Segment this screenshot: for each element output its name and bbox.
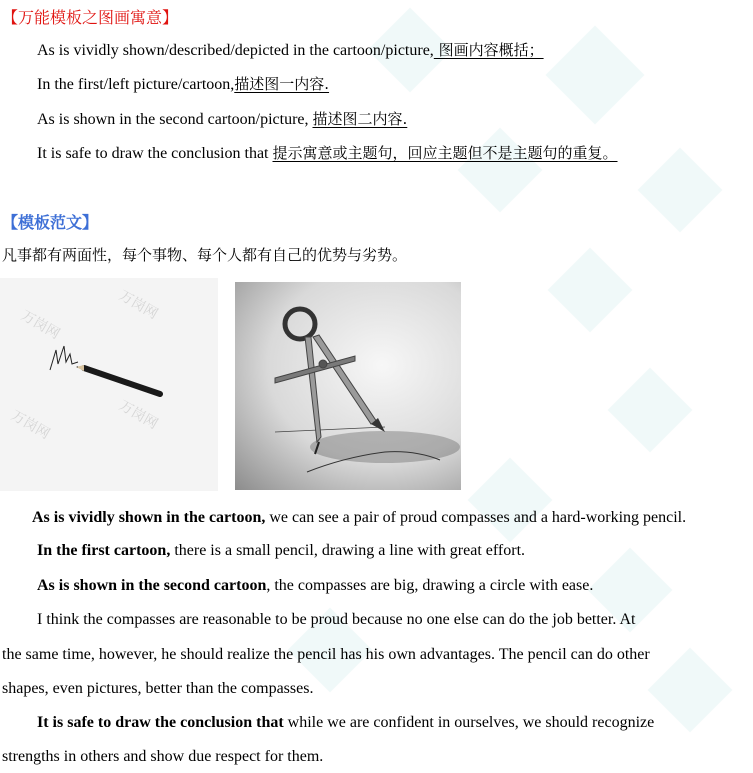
sample-paragraph-5-line-1 [37, 714, 654, 732]
p2-rest: there is a small pencil, drawing a line with great effort. [170, 542, 526, 559]
template-line-2 [37, 73, 329, 94]
pencil-watermark-3: 万岗网 [8, 407, 53, 443]
sample-paragraph-4-line-2: the same time, however, he should realize the pencil has his own advantages. The pencil can do other [2, 646, 650, 663]
template-line-2-cn: 描述图一内容. [234, 75, 330, 93]
p3-bold: As is shown in the second cartoon [37, 577, 267, 594]
sample-paragraph-1 [32, 509, 686, 527]
p5-rest: while we are confident in ourselves, we should recognize [283, 714, 655, 731]
sample-paragraph-3 [37, 577, 593, 595]
sample-paragraph-2 [37, 542, 525, 560]
pencil-watermark-2: 万岗网 [116, 287, 161, 323]
compass-image [235, 282, 461, 490]
sample-paragraph-4-line-1: I think the compasses are reasonable to be proud because no one else can do the job better. At [37, 611, 636, 628]
template-line-1-en: As is vividly shown/described/depicted in the cartoon/picture, [37, 42, 434, 59]
sample-heading: 【模板范文】 [2, 213, 99, 232]
template-heading: 【万能模板之图画寓意】 [2, 8, 179, 27]
template-line-1 [37, 39, 544, 60]
template-line-2-en: In the first/left picture/cartoon, [37, 76, 235, 93]
sample-paragraph-5-line-2: strengths in others and show due respect for them. [2, 748, 324, 765]
pencil-drawing [0, 278, 218, 491]
p2-bold: In the first cartoon, [37, 542, 171, 559]
template-line-4-en: It is safe to draw the conclusion that [37, 145, 273, 162]
template-line-3-en: As is shown in the second cartoon/picture, [37, 111, 313, 128]
sample-paragraph-4-line-3: shapes, even pictures, better than the compasses. [2, 680, 314, 697]
pencil-watermark-1: 万岗网 [18, 307, 63, 343]
sample-intro: 凡事都有两面性，每个事物、每个人都有自己的优势与劣势。 [2, 246, 408, 264]
p1-rest: we can see a pair of proud compasses and a hard-working pencil. [265, 509, 687, 526]
template-line-3 [37, 108, 407, 129]
template-line-4-cn: 提示寓意或主题句，回应主题但不是主题句的重复。 [272, 144, 618, 162]
compass-drawing [235, 282, 461, 490]
p1-bold: As is vividly shown in the cartoon, [32, 509, 266, 526]
pencil-watermark-4: 万岗网 [116, 397, 161, 433]
template-line-4 [37, 142, 618, 163]
p3-rest: , the compasses are big, drawing a circle with ease. [266, 577, 594, 594]
p5-bold: It is safe to draw the conclusion that [37, 714, 284, 731]
template-line-1-cn: 图画内容概括； [433, 41, 544, 59]
pencil-image [0, 278, 218, 491]
template-line-3-cn: 描述图二内容. [312, 110, 408, 128]
